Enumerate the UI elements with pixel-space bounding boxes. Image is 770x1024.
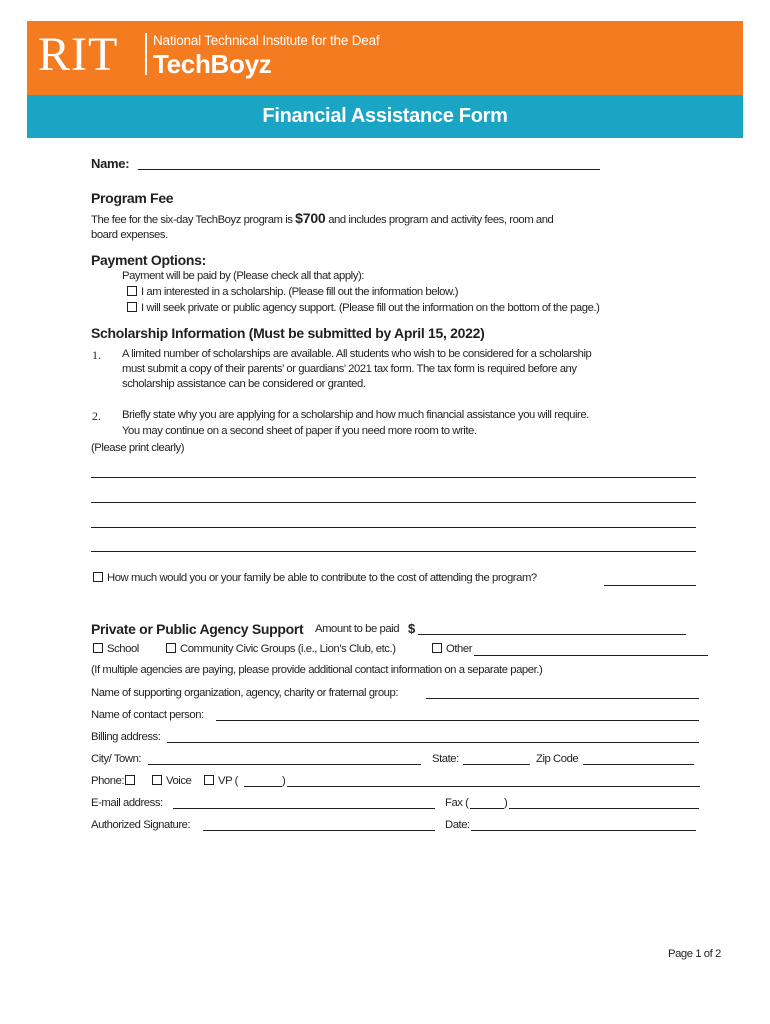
checkbox[interactable] <box>152 775 162 785</box>
option-label: VP ( <box>218 775 238 787</box>
fax-label: Fax ( <box>445 797 469 809</box>
option-label: I am interested in a scholarship. (Please fill out the information below.) <box>141 286 459 298</box>
phone-label: Phone: <box>91 775 125 787</box>
item-number: 1. <box>92 348 101 362</box>
agency-heading: Private or Public Agency Support <box>91 621 304 637</box>
checkbox[interactable] <box>127 302 137 312</box>
vp-area-code-field[interactable] <box>244 786 282 787</box>
option-vp[interactable] <box>204 775 238 789</box>
date-field[interactable] <box>471 830 696 831</box>
fee-text-before: The fee for the six-day TechBoyz program is <box>91 214 296 226</box>
print-note: (Please print clearly) <box>91 442 185 454</box>
checkbox[interactable] <box>127 286 137 296</box>
institute-name: National Technical Institute for the Deaf <box>153 33 380 48</box>
scholarship-item2-line: You may continue on a second sheet of paper if you need more room to write. <box>122 425 477 437</box>
contact-label: Name of contact person: <box>91 709 204 721</box>
checkbox[interactable] <box>93 572 103 582</box>
program-fee-text <box>91 210 553 228</box>
zip-label: Zip Code <box>536 753 579 765</box>
signature-field[interactable] <box>203 830 435 831</box>
item-number: 2. <box>92 409 101 423</box>
state-label: State: <box>432 753 459 765</box>
title-band <box>27 95 743 138</box>
email-field[interactable] <box>173 808 435 809</box>
option-school[interactable] <box>93 643 139 657</box>
org-label: Name of supporting organization, agency, charity or fraternal group: <box>91 687 399 699</box>
option-label: School <box>107 643 139 655</box>
option-other[interactable] <box>432 643 472 657</box>
answer-line[interactable] <box>91 527 696 528</box>
name-field[interactable] <box>138 169 600 170</box>
phone-checkbox[interactable] <box>125 775 139 789</box>
header-banner <box>27 21 743 95</box>
option-voice[interactable] <box>152 775 191 789</box>
fax-close: ) <box>504 797 508 809</box>
fax-field[interactable] <box>509 808 699 809</box>
question-label: How much would you or your family be able to contribute to the cost of attending the program? <box>107 572 537 584</box>
scholarship-item1-line: A limited number of scholarships are available. All students who wish to be considered for a scholarship <box>122 348 592 360</box>
option-label: I will seek private or public agency support. (Please fill out the information on the bottom of the page.) <box>141 302 600 314</box>
billing-label: Billing address: <box>91 731 161 743</box>
program-fee-heading: Program Fee <box>91 190 174 206</box>
contribute-question <box>93 572 537 586</box>
state-field[interactable] <box>463 764 530 765</box>
option-label: Voice <box>166 775 192 787</box>
city-field[interactable] <box>148 764 421 765</box>
rit-logo: RIT <box>38 28 119 81</box>
city-label: City/ Town: <box>91 753 142 765</box>
contact-field[interactable] <box>216 720 699 721</box>
program-name: TechBoyz <box>153 49 272 79</box>
answer-line[interactable] <box>91 551 696 552</box>
phone-field[interactable] <box>287 786 700 787</box>
page-number: Page 1 of 2 <box>668 948 721 960</box>
vp-close: ) <box>282 775 286 787</box>
checkbox[interactable] <box>166 643 176 653</box>
scholarship-item1-line: scholarship assistance can be considered or granted. <box>122 378 366 390</box>
payment-heading: Payment Options: <box>91 252 206 268</box>
fee-text-after: and includes program and activity fees, room and <box>325 214 554 226</box>
scholarship-item1-line: must submit a copy of their parents’ or guardians’ 2021 tax form. The tax form is required before any <box>122 363 577 375</box>
checkbox[interactable] <box>204 775 214 785</box>
billing-field[interactable] <box>167 742 699 743</box>
payment-intro: Payment will be paid by (Please check all that apply): <box>122 270 364 282</box>
org-field[interactable] <box>426 698 699 699</box>
scholarship-heading: Scholarship Information (Must be submitted by April 15, 2022) <box>91 325 485 341</box>
payment-option-scholarship[interactable] <box>127 286 458 300</box>
scholarship-item2-line: Briefly state why you are applying for a scholarship and how much financial assistance you will require. <box>122 409 589 421</box>
answer-line[interactable] <box>91 477 696 478</box>
multiple-agencies-note: (If multiple agencies are paying, please provide additional contact information on a separate paper.) <box>91 664 543 676</box>
fee-amount: $700 <box>295 210 326 226</box>
checkbox[interactable] <box>125 775 135 785</box>
option-label: Community Civic Groups (i.e., Lion’s Club, etc.) <box>180 643 396 655</box>
other-field[interactable] <box>474 655 708 656</box>
zip-field[interactable] <box>583 764 694 765</box>
option-label: Other <box>446 643 473 655</box>
amount-field[interactable] <box>418 634 686 635</box>
program-fee-text-line2: board expenses. <box>91 229 168 241</box>
amount-symbol: $ <box>408 621 415 636</box>
contribute-field[interactable] <box>604 585 696 586</box>
name-label: Name: <box>91 156 130 171</box>
amount-label: Amount to be paid <box>315 623 400 635</box>
checkbox[interactable] <box>93 643 103 653</box>
form-title: Financial Assistance Form <box>262 105 508 127</box>
checkbox[interactable] <box>432 643 442 653</box>
option-civic[interactable] <box>166 643 396 657</box>
fax-area-code-field[interactable] <box>470 808 504 809</box>
email-label: E-mail address: <box>91 797 163 809</box>
payment-option-agency[interactable] <box>127 302 599 316</box>
logo-divider <box>145 33 147 75</box>
signature-label: Authorized Signature: <box>91 819 191 831</box>
answer-line[interactable] <box>91 502 696 503</box>
date-label: Date: <box>445 819 470 831</box>
